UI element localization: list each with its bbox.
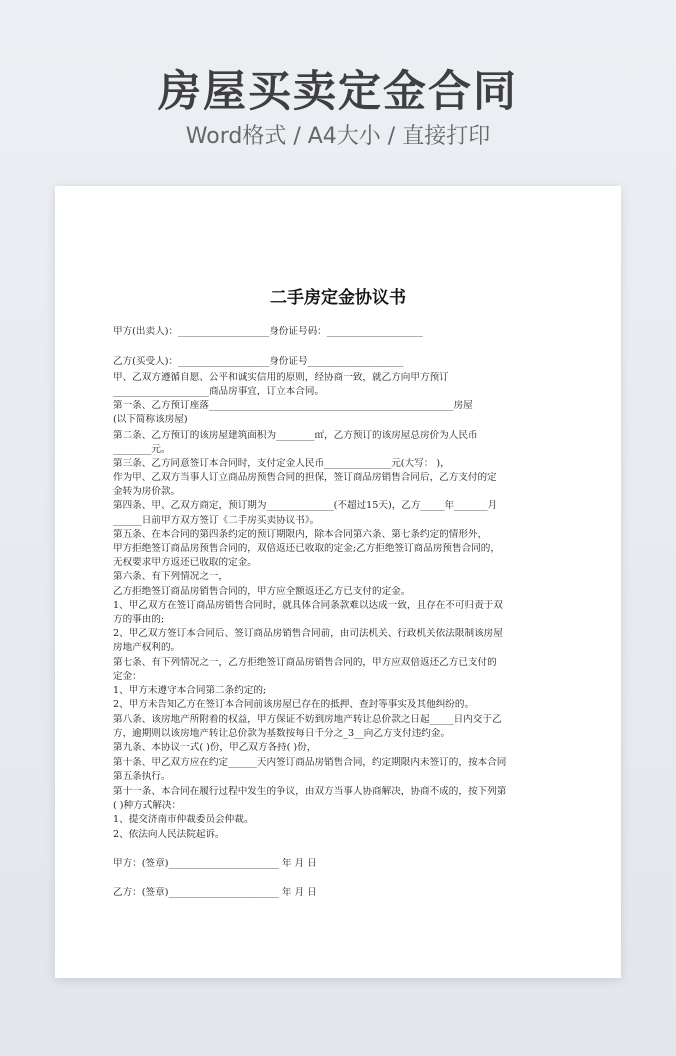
clause-line: ______日前甲方双方签订《二手房买卖协议书》。 — [113, 515, 320, 526]
clause-line: 第二条、乙方预订的该房屋建筑面积为________㎡，乙方预订的该房屋总房价为人民币 — [113, 430, 478, 441]
banner-title: 房屋买卖定金合同 — [158, 67, 518, 117]
clause-line: 1、甲乙双方在签订商品房销售合同时，就具体合同条款难以达成一致，且存在不可归责于双 — [113, 600, 503, 611]
clause-line: (以下简称该房屋) — [113, 414, 188, 425]
clause-line: 1、甲方未遵守本合同第二条约定的; — [113, 685, 267, 696]
preamble-line: 甲、乙双方遵循自愿、公平和诚实信用的原则，经协商一致，就乙方向甲方预订 — [113, 372, 449, 383]
clause-line: 第五条执行。 — [113, 771, 171, 782]
signature-party-a: 甲方：(签章)_______________________ 年 月 日 — [113, 858, 317, 869]
clause-line: 无权要求甲方返还已收取的定金。 — [113, 557, 257, 568]
clause-line: 2、依法向人民法院起诉。 — [113, 829, 225, 840]
document-page — [55, 186, 621, 978]
clause-line: ( )种方式解决： — [113, 800, 182, 811]
preamble-line: ____________________商品房事宜，订立本合同。 — [113, 386, 325, 397]
clause-line: 2、甲乙双方签订本合同后、签订商品房销售合同前，由司法机关、行政机关依法限制该房屋 — [113, 628, 503, 639]
clause-line: 乙方拒绝签订商品房销售合同的，甲方应全额返还乙方已支付的定金。 — [113, 586, 411, 597]
clause-line: 第三条、乙方同意签订本合同时，支付定金人民币______________元(大写： )， — [113, 458, 450, 469]
clause-line: 第八条、该房地产所附着的权益，甲方保证不妨到房地产转让总价款之日起_____日内交于乙 — [113, 714, 502, 725]
clause-line: 方的事由的; — [113, 614, 165, 625]
clause-line: 第十一条、本合同在履行过程中发生的争议，由双方当事人协商解决，协商不成的，按下列第 — [113, 786, 507, 797]
clause-line: 第四条、甲、乙双方商定，预订期为______________(不超过15天)，乙方_____年_______月 — [113, 500, 498, 511]
signature-party-b: 乙方：(签章)_______________________ 年 月 日 — [113, 887, 317, 898]
clause-line: 第六条、有下列情况之一， — [113, 571, 229, 582]
clause-line: 1、提交济南市仲裁委员会仲裁。 — [113, 814, 254, 825]
clause-line: 第九条、本协议一式( )份，甲乙双方各持( )份， — [113, 742, 317, 753]
party-b-line: 乙方(买受人)：___________________身份证号____________________ — [113, 356, 404, 367]
clause-line: 房地产权利的。 — [113, 642, 181, 653]
clause-line: 甲方拒绝签订商品房预售合同的，双倍返还已收取的定金;乙方拒绝签订商品房预售合同的， — [113, 543, 500, 554]
clause-line: 第一条、乙方预订座落___________________________________________________房屋 — [113, 400, 473, 411]
clause-line: 金转为房价款。 — [113, 486, 181, 497]
clause-line: 第五条、在本合同的第四条约定的预订期限内，除本合同第六条、第七条约定的情形外， — [113, 529, 488, 540]
clause-line: ________元。 — [113, 444, 171, 455]
clause-line: 2、甲方未告知乙方在签订本合同前该房屋已存在的抵押、查封等事实及其他纠纷的。 — [113, 699, 475, 710]
clause-line: 第十条、甲乙双方应在约定______天内签订商品房销售合同，约定期限内未签订的，按本合同 — [113, 757, 507, 768]
clause-line: 方，逾期则以该房地产转让总价款为基数按每日千分之_3__向乙方支付违约金。 — [113, 728, 451, 739]
clause-line: 作为甲、乙双方当事人订立商品房预售合同的担保，签订商品房销售合同后，乙方支付的定 — [113, 472, 497, 483]
party-a-line: 甲方(出卖人)：___________________身份证号码：____________________ — [113, 326, 423, 337]
document-title: 二手房定金协议书 — [270, 288, 406, 308]
banner-subtitle: Word格式 / A4大小 / 直接打印 — [185, 124, 491, 149]
clause-line: 第七条、有下列情况之一，乙方拒绝签订商品房销售合同的，甲方应双倍返还乙方已支付的 — [113, 657, 497, 668]
clause-line: 定金： — [113, 671, 142, 682]
